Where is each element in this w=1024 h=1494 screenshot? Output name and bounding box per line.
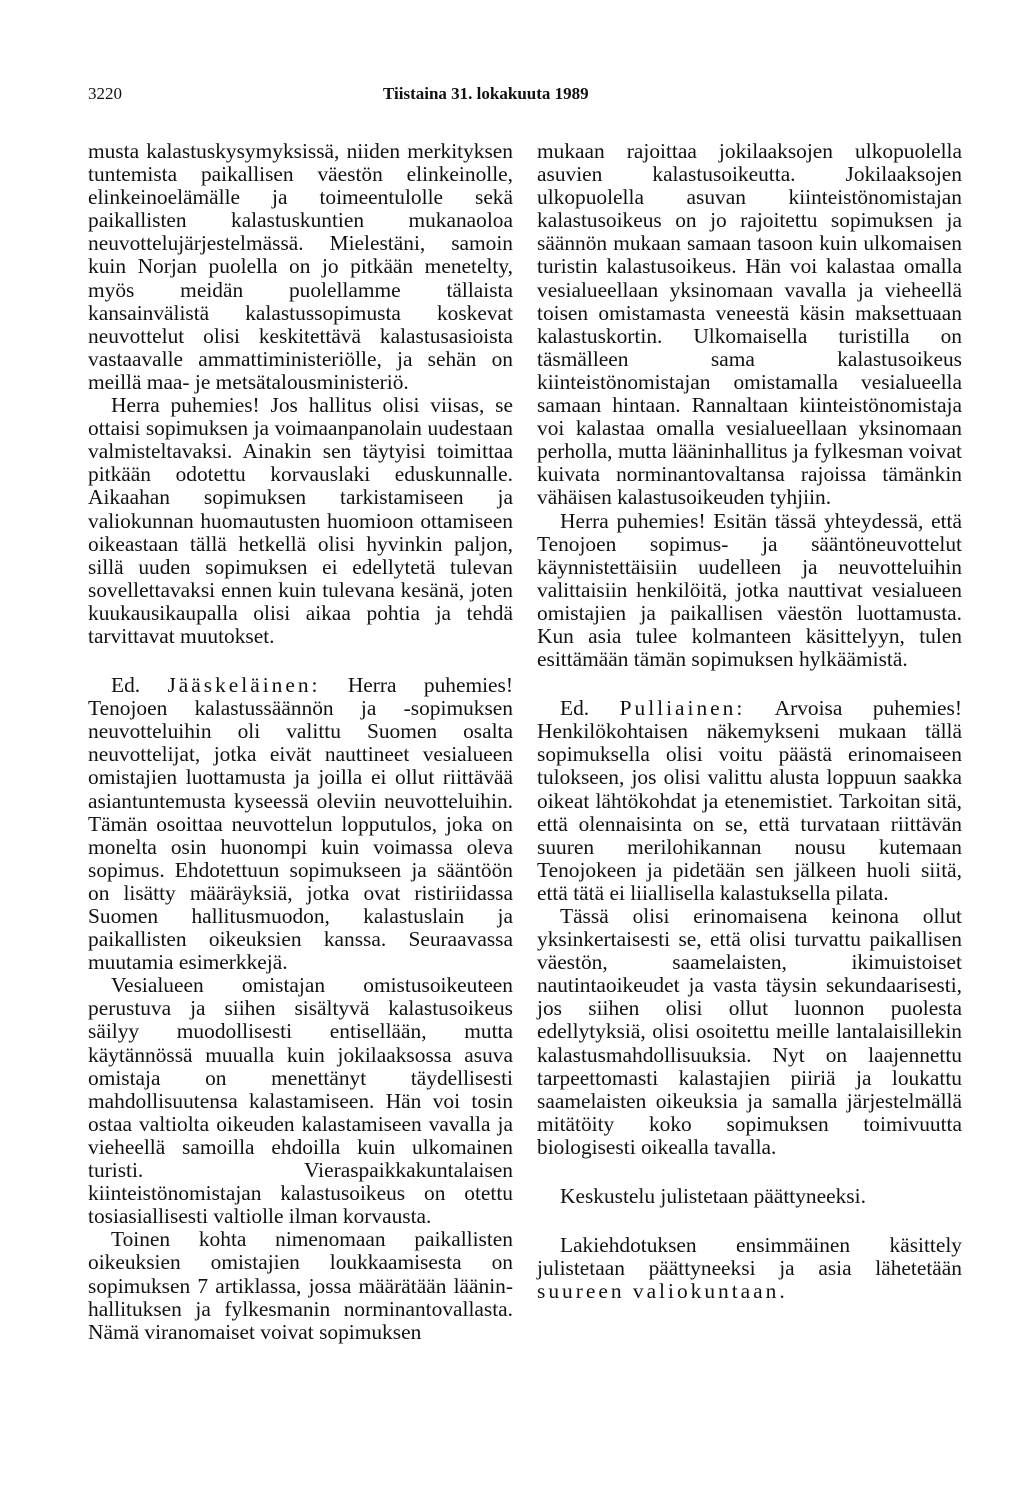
paragraph: Herra puhemies! Esitän tässä yhteydessä, että Tenojoen sopimus- ja sääntöneuvottelut käynnistettäisiin uudelleen ja neuvotteluihin valittaisiin henkilöitä, jotka nauttivat vesialueen omistajien ja paikallisen väestön luottamusta. Kun asia tulee kolmanteen käsittelyyn, tulen esittämään tämän sopimuksen hylkäämistä. (537, 508, 962, 672)
left-column (88, 140, 513, 1344)
paragraph: musta kalastuskysymyksissä, niiden merkityksen tuntemista paikallisen väestön elinkeinolle, elinkeinoelämälle ja toimeentulolle sekä paikallisten kalastuskuntien mukanaoloa neuvottelujärjestelmässä. Mielestäni, samoin kuin Norjan puolella on jo pitkään menetelty, myös meidän puolellamme tällaista kansainvälistä kalastussopimusta koskevat neuvottelut olisi keskitettävä kalastusasioista vastaavalle ammattiministeriölle, ja sehän on meillä maa- je metsätalousministeriö. (88, 139, 513, 394)
speaker-prefix: Ed. (111, 673, 141, 698)
closing-statement: Keskustelu julistetaan päättyneeksi. (560, 1184, 866, 1209)
speaker-prefix: Ed. (560, 696, 590, 721)
spacer (537, 1159, 962, 1185)
speech-jaaskelainen (88, 674, 513, 974)
speaker-name: Pulliainen: (619, 696, 746, 721)
decision-text: Lakiehdotuksen ensimmäinen käsittely julistetaan päättyneeksi ja asia lähetetään (537, 1233, 962, 1281)
paragraph: Toinen kohta nimenomaan paikallisten oikeuksien omistajien loukkaamisesta on sopimuksen 7 artiklassa, jossa määrätään läänin-hallituksen ja fylkesmanin norminantovallasta. Nämä viranomaiset voivat sopimuksen (88, 1227, 513, 1344)
page-number: 3220 (88, 84, 122, 103)
paragraph: Vesialueen omistajan omistusoikeuteen perustuva ja siihen sisältyvä kalastusoikeus säilyy muodollisesti entisellään, mutta käytännössä muualla kuin jokilaaksossa asuva omistaja on menettänyt täydellisesti mahdollisuutensa kalastamiseen. Hän voi tosin ostaa valtiolta oikeuden kalastamiseen vavalla ja vieheellä samoilla ehdoilla kuin ulkomainen turisti. Vieraspaikkakuntalaisen kiinteistönomistajan kalastusoikeus on otettu tosiasiallisesti valtiolle ilman korvausta. (88, 973, 513, 1229)
speech-text: Herra puhemies! Tenojoen kalastussäännön ja -sopimuksen neuvotteluihin oli valittu Suomen osalta neuvottelijat, jotka eivät nauttineet vesialueen omistajien luottamusta ja joilla ei ollut riittävää asiantuntemusta kyseessä oleviin neuvotteluihin. Tämän osoittaa neuvottelun lopputulos, joka on monelta osin huonompi kuin voimassa oleva sopimus. Ehdotettuun sopimukseen ja sääntöön on lisätty määräyksiä, jotka ovat ristiriidassa Suomen hallitusmuodon, kalastuslain ja paikallisten oikeuksien kanssa. Seuraavassa muutamia esimerkkejä. (88, 673, 513, 975)
paragraph: Tässä olisi erinomaisena keinona ollut yksinkertaisesti se, että olisi turvattu paikallisen väestön, saamelaisten, ikimuistoiset nautintaoikeudet ja vasta täysin sekundaarisesti, jos siihen olisi ollut luonnon puolesta edellytyksiä, olisi osoitettu meille lantalaisillekin kalastusmahdollisuuksia. Nyt on laajennettu tarpeettomasti kalastajien piiriä ja loukattu saamelaisten oikeuksia ja samalla järjestelmällä mitätöity koko sopimuksen toimivuutta biologisesti oikealla tavalla. (537, 904, 962, 1159)
speech-pulliainen (537, 697, 962, 905)
paragraph: mukaan rajoittaa jokilaaksojen ulkopuolella asuvien kalastusoikeutta. Jokilaaksojen ulkopuolella asuvan kiinteistönomistajan kalastusoikeus on jo rajoitettu sopimuksen ja säännön mukaan samaan tasoon kuin ulkomaisen turistin kalastusoikeus. Hän voi kalastaa omalla vesialueellaan yksinomaan vavalla ja vieheellä toisen omistamasta veneestä käsin maksettuaan kalastuskortin. Ulkomaisella turistilla on täsmälleen sama kalastusoikeus kiinteistönomistajan omistamalla vesialueella samaan hintaan. Rannaltaan kiinteistönomistaja voi kalastaa omalla vesialueellaan yksinomaan perholla, mutta lääninhallitus ja fylkesman voivat kuivata norminantovaltansa rajoissa tämänkin vähäisen kalastusoikeuden tyhjiin. (537, 139, 962, 510)
spacer (537, 1208, 962, 1234)
right-column (537, 140, 962, 1303)
header-date: Tiistaina 31. lokakuuta 1989 (383, 84, 589, 103)
closing-decision (537, 1234, 962, 1303)
speech-text: Arvoisa puhemies! Henkilökohtaisen näkemykseni mukaan tällä sopimuksella olisi voitu päästä erinomaiseen tulokseen, jos olisi valittu alusta loppuun saakka oikeat lähtökohdat ja etenemistiet. Tarkoitan sitä, että olennaisinta on se, että turvataan riittävän suuren merilohikannan nousu kutemaan Tenojokeen ja pidetään sen jälkeen huoli siitä, että tätä ei liiallisella kalastuksella pilata. (537, 696, 962, 905)
page-header (88, 84, 968, 108)
speaker-name: Jääskeläinen: (167, 673, 321, 698)
paragraph: Herra puhemies! Jos hallitus olisi viisas, se ottaisi sopimuksen ja voimaanpanolain uudestaan valmisteltavaksi. Ainakin sen täytyisi toimittaa pitkään odotettu korvauslaki eduskunnalle. Aikaahan sopimuksen tarkistamiseen ja valiokunnan huomautusten huomioon ottamiseen oikeastaan tällä hetkellä olisi hyvinkin paljon, sillä uuden sopimuksen ei edellytetä tulevan sovellettavaksi ennen kuin tulevana kesänä, joten kuukausikaupalla olisi aikaa pohtia ja tehdä tarvittavat muutokset. (88, 393, 513, 648)
committee-name: suureen valiokuntaan. (537, 1279, 788, 1304)
